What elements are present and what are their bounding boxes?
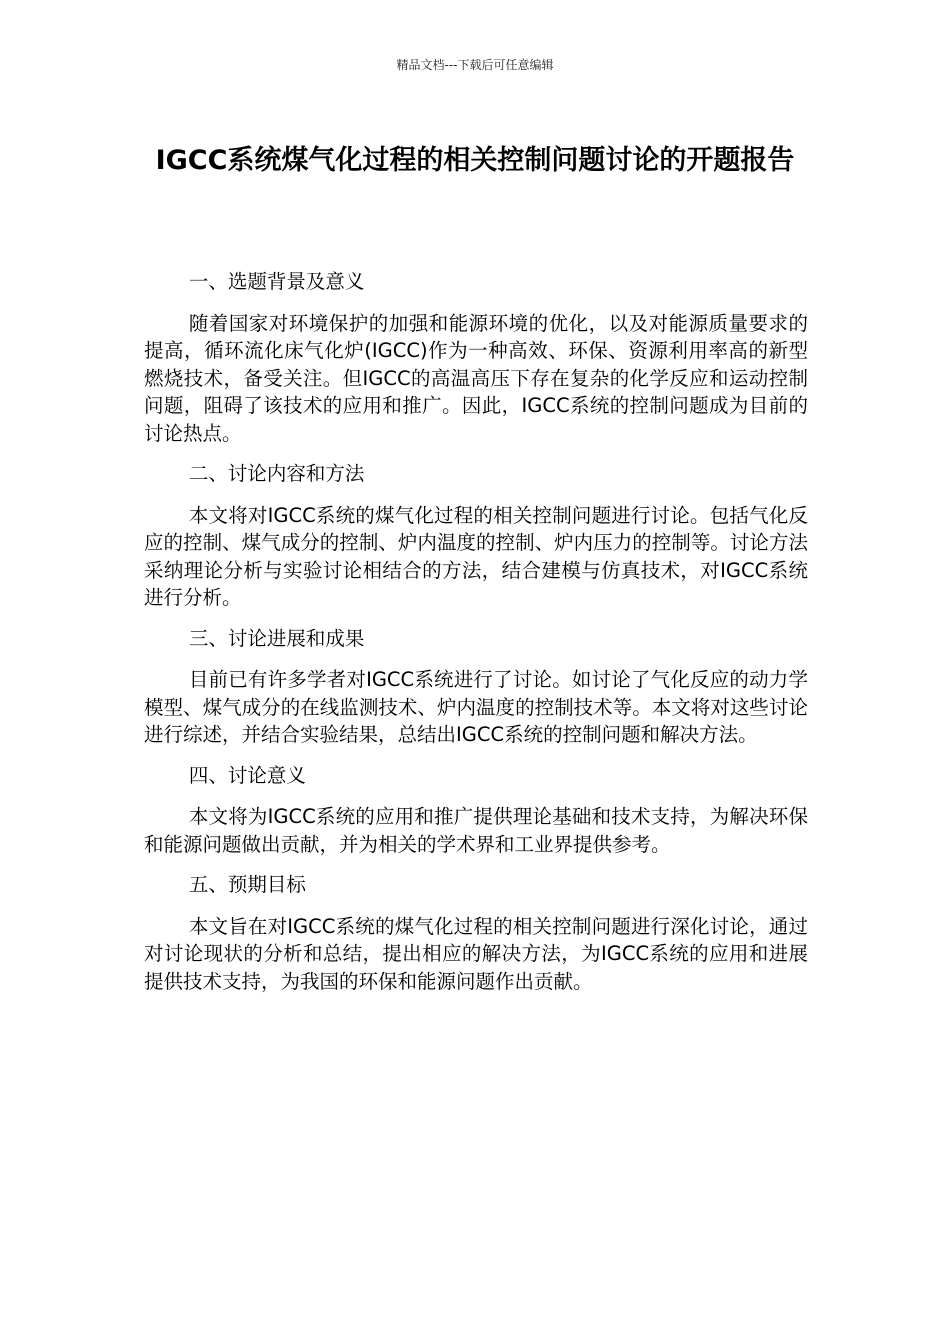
- section-background: [144, 268, 808, 447]
- section-significance: [144, 762, 808, 859]
- section-paragraph: 本文旨在对IGCC系统的煤气化过程的相关控制问题进行深化讨论，通过对讨论现状的分析和总结，提出相应的解决方法，为IGCC系统的应用和进展提供技术支持，为我国的环保和能源问题作出贡献。: [144, 914, 808, 993]
- section-heading: 一、选题背景及意义: [188, 270, 365, 293]
- section-heading: 二、讨论内容和方法: [188, 462, 365, 485]
- section-heading: 五、预期目标: [188, 873, 306, 896]
- section-paragraph: 随着国家对环境保护的加强和能源环境的优化，以及对能源质量要求的提高，循环流化床气化炉(IGCC)作为一种高效、环保、资源利用率高的新型燃烧技术，备受关注。但IGCC的高温高压下存在复杂的化学反应和运动控制问题，阻碍了该技术的应用和推广。因此，IGCC系统的控制问题成为目前的讨论热点。: [144, 311, 808, 445]
- document-title: IGCC系统煤气化过程的相关控制问题讨论的开题报告: [155, 145, 795, 176]
- section-content-methods: [144, 460, 808, 612]
- section-progress: [144, 625, 808, 749]
- document-body: [144, 268, 808, 1008]
- section-heading: 四、讨论意义: [188, 763, 306, 787]
- page-header: 精品文档---下载后可任意编辑: [396, 58, 554, 72]
- section-heading: 三、讨论进展和成果: [188, 626, 365, 650]
- section-goals: [144, 871, 808, 995]
- section-paragraph: 本文将对IGCC系统的煤气化过程的相关控制问题进行讨论。包括气化反应的控制、煤气成分的控制、炉内温度的控制、炉内压力的控制等。讨论方法采纳理论分析与实验讨论相结合的方法，结合建模与仿真技术，对IGCC系统进行分析。: [144, 503, 808, 609]
- section-paragraph: 本文将为IGCC系统的应用和推广提供理论基础和技术支持，为解决环保和能源问题做出贡献，并为相关的学术界和工业界提供参考。: [144, 805, 808, 856]
- section-paragraph: 目前已有许多学者对IGCC系统进行了讨论。如讨论了气化反应的动力学模型、煤气成分的在线监测技术、炉内温度的控制技术等。本文将对这些讨论进行综述，并结合实验结果，总结出IGCC系统的控制问题和解决方法。: [144, 668, 808, 746]
